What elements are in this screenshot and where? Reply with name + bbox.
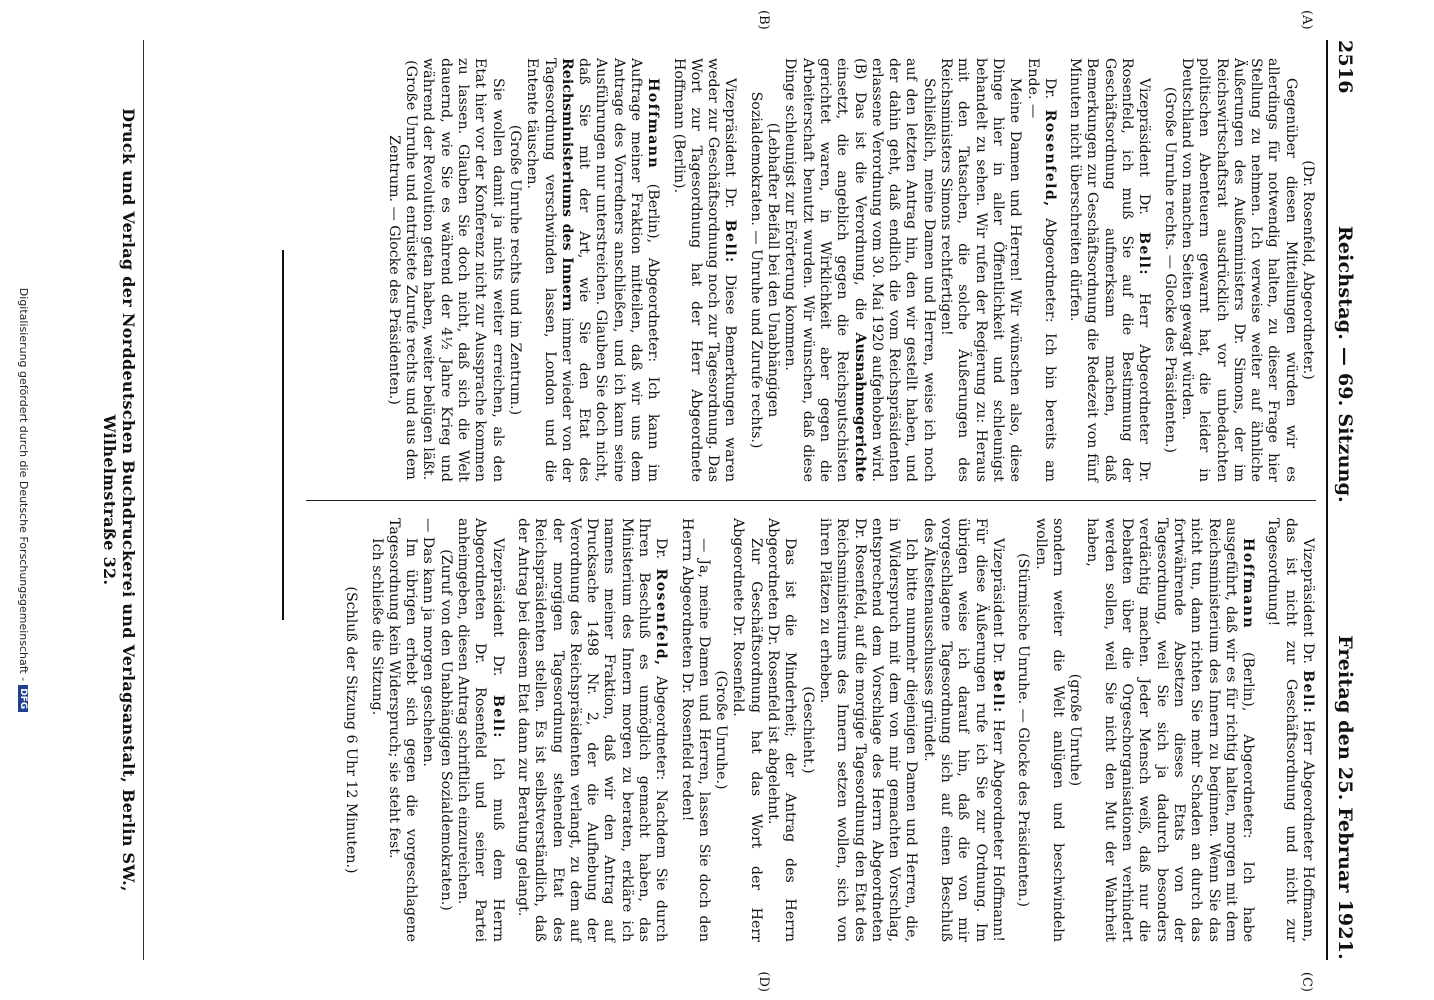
speaker-name: Hoffmann <box>645 78 662 170</box>
paragraph <box>523 58 661 482</box>
reaction: (Große Unruhe rechts. — Glocke des Präsidenten.) <box>1161 86 1178 454</box>
speaker-role: Dr. <box>1041 78 1058 100</box>
paragraph: Ich schließe die Sitzung. <box>368 538 385 716</box>
speech-text: Abgeordneter: Ich bin bereits am Ende. — <box>1024 58 1058 482</box>
speaker-name: Bell: <box>1136 231 1153 276</box>
reaction: (Große Unruhe rechts und im Zentrum.) <box>506 124 523 416</box>
paragraph <box>1023 58 1058 482</box>
session-end: (Schluß der Sitzung 6 Uhr 12 Minuten.) <box>343 586 360 874</box>
digitization-note <box>17 0 30 1000</box>
paragraph <box>514 518 670 942</box>
speaker-name: Bell: <box>489 694 506 739</box>
paragraph: Ich bitte nunmehr diejenigen Damen und Herren, die, in Widerspruch mit dem von mir gemachten Vorschlag, entsprechend dem Vorschlage des Herrn Abgeordneten Dr. Rosenfeld, auf die morgige Tagesordnung den Etat des Reichsministeriums des Innern setzen wollen, sich von ihren Plätzen zu erheben. <box>816 518 920 942</box>
speaker-role: Vizepräsident Dr. <box>989 538 1006 664</box>
speech-text: Ich muß dem Herrn Abgeordneten Dr. Rosenfeld und seiner Partei anheimgeben, diesen Antrag schriftlich einzureichen. <box>455 518 506 942</box>
speaker-role: Vizepräsident Dr. <box>489 538 506 677</box>
speaker-name: Bell: <box>989 669 1006 714</box>
speech-text: Schließlich, meine Damen und Herren, weise ich noch auf den letzten Antrag hin, den wir gestellt haben, und der dahin geht, daß endlich die vom Reichspräsidenten erlassene Verordnung vom 30. Mai 1920 aufgehoben wird. (B) Das ist die Verordnung, die <box>851 58 937 482</box>
reaction: (Stürmische Unruhe. — Glocke des Präsidenten.) <box>1015 552 1032 908</box>
speaker-continued: (Dr. Rosenfeld, Abgeordneter.) <box>1300 160 1316 380</box>
header-rule <box>1326 40 1328 960</box>
speech-text: Abgeordneter: Nachdem Sie durch Ihren Beschluß es unmöglich gemacht haben, das Ministerium des Innern morgen zu beraten, erkläre ich namens meiner Fraktion, daß wir den Antrag auf Drucksache 1498 Nr. 2, der die Aufhebung der Verordnung des Reichspräsidenten verlangt, zu dem auf der morgigen Tagesordnung stehenden Etat des Reichspräsidenten stellen. Es ist selbstverständlich, daß der Antrag bei diesem Etat dann zur Beratung gelangt. <box>514 518 670 943</box>
speaker-name: Bell: <box>1300 670 1316 715</box>
speaker-role: Vizepräsident Dr. <box>722 78 739 209</box>
paragraph <box>919 518 1005 942</box>
paragraph <box>1083 518 1256 942</box>
speaker-role: Vizepräsident Dr. <box>1300 538 1316 665</box>
emphasis: Reichsministeriums des Innern <box>558 58 575 312</box>
margin-label-a: (A) <box>1299 10 1314 30</box>
reaction: (Große Unruhe und entrüstete Zurufe rechts und aus dem Zentrum. — Glocke des Präsidenten.) <box>385 60 420 480</box>
imprint-rule <box>143 40 144 960</box>
session-date: Freitag den 25. Februar 1921. <box>1334 635 1356 960</box>
right-column <box>306 500 1316 960</box>
emphasis: Ausnahmegerichte <box>851 332 868 482</box>
margin-label-b: (B) <box>756 10 771 30</box>
reaction: (Lebhafter Beifall bei den Unabhängigen Sozialdemokraten. — Unruhe und Zurufe rechts.) <box>747 91 782 449</box>
paragraph <box>1264 518 1316 942</box>
page-number: 2516 <box>1334 40 1356 94</box>
speaker-name: Hoffmann <box>1240 538 1257 630</box>
imprint: Druck und Verlag der Norddeutschen Buchdruckerei und Verlagsanstalt, Berlin SW., Wilhelmstraße 32. <box>100 108 138 892</box>
speaker-role: Dr. <box>653 538 670 560</box>
speech-text: einsetzt, die angeblich gegen die Reichsputschisten gerichtet waren, in Wirklichkeit aber gegen die Arbeiterschaft benutzt wurden. Wir wünschen, daß diese Dinge schleunigst zur Erörterung kommen. <box>782 58 851 482</box>
speech-text: Diese Bemerkungen waren weder zur Geschäftsordnung noch zur Tagesordnung. Das Wort zur Tagesordnung hat der Herr Abgeordnete Hoffmann (Berlin). <box>670 58 739 482</box>
paragraph: — Das kann ja morgen geschehen. <box>420 518 437 767</box>
margin-label-c: (C) <box>1299 971 1314 992</box>
speech-text: (Berlin), Abgeordneter: Ich kann im Auftrage meiner Fraktion mitteilen, daß wir uns dem Antrage des Vorredners anschließen, und ich kann seine Ausführungen nur unterstreichen. Glauben Sie doch nicht, daß Sie mit der Art, wie Sie den Etat des <box>576 58 662 482</box>
paragraph: Zur Geschäftsordnung hat das Wort der Herr Abgeordnete Dr. Rosenfeld. <box>730 518 764 942</box>
paragraph <box>669 58 738 482</box>
reaction: (große Unruhe) <box>1067 673 1084 787</box>
text-columns <box>306 10 1316 992</box>
speaker-role: Vizepräsident Dr. <box>1136 78 1153 215</box>
paragraph: Sie wollen damit ja nichts weiter erreichen, als den Etat hier vor der Konferenz nicht zur Aussprache kommen zu lassen. Glauben Sie doch nicht, daß sich die Welt dauernd, wie Sie es während der 4½ Jahre Krieg und während der Revolution getan haben, weiter belügen läßt. <box>420 58 506 482</box>
speaker-name: Rosenfeld, <box>1041 109 1058 208</box>
reaction: (Geschieht.) <box>799 686 816 774</box>
speech-text: Herr Abgeordneter Hoffmann, das ist nicht zur Geschäftsordnung und nicht zur Tagesordnung! <box>1265 518 1316 943</box>
section-rule <box>282 250 284 620</box>
paragraph: Das ist die Minderheit; der Antrag des Herrn Abgeordneten Dr. Rosenfeld ist abgelehnt. <box>765 518 799 942</box>
reaction: (Große Unruhe.) <box>713 670 730 790</box>
paragraph: Im übrigen erhebt sich gegen die vorgeschlagene Tagesordnung kein Widerspruch; sie steht fest. <box>385 518 420 942</box>
page-title: Reichstag. — 69. Sitzung. <box>1334 225 1356 503</box>
speech-text: (Berlin), Abgeordneter: Ich habe ausgeführt, daß wir es für richtig halten, morgen mit dem Reichsministerium des Innern zu beginnen. Wenn Sie das nicht tun, dann richten Sie mehr Schaden an durch das fortwährende Absetzen dieses Etats von der Tagesordnung, weil Sie sich ja dadurch besonders verdächtig machen. Jeder Mensch weiß, daß nur die Debatten über die Orgeschorganisationen verhindert werden sollen, weil Sie nicht den Mut der Wahrheit haben, <box>1084 518 1257 943</box>
digitization-text: Digitalisierung gefördert durch die Deutsche Forschungsgemeinschaft - <box>17 287 30 682</box>
column-divider <box>306 500 1316 501</box>
margin-label-d: (D) <box>756 971 771 992</box>
speaker-name: Rosenfeld, <box>653 568 670 667</box>
paragraph: Meine Damen und Herren! Wir wünschen also, diese Dinge hier in aller Öffentlichkeit und schleunigst behandelt zu sehen. Wir rufen der Regierung zu: Heraus mit den Tatsachen, die solche Äußerungen des Reichsministers Simons rechtfertigen! <box>938 58 1024 482</box>
speech-text: immer wieder von der Tagesordnung verschwinden lassen, London und die Entente täuschen. <box>524 58 575 482</box>
paragraph <box>1066 58 1152 482</box>
speaker-name: Bell: <box>722 219 739 264</box>
page-header <box>1334 40 1356 960</box>
left-column <box>306 40 1316 500</box>
speech-text: Herr Abgeordneter Hoffmann! Für diese Äußerungen rufe ich Sie zur Ordnung. Im übrigen weise ich darauf hin, daß die von mir vorgeschlagene Tagesordnung sich auf einen Beschluß des Ältestenausschusses gründet. <box>920 518 1006 942</box>
paragraph: sondern weiter die Welt anlügen und beschwindeln wollen. <box>1032 518 1066 942</box>
paragraph: — Ja, meine Damen und Herren, lassen Sie doch den Herrn Abgeordneten Dr. Rosenfeld reden! <box>678 518 712 942</box>
paragraph <box>781 58 937 482</box>
paragraph: Gegenüber diesen Mitteilungen würden wir es allerdings für notwendig halten, zu dieser Frage hier Stellung zu nehmen. Ich verweise weiter auf ähnliche Äußerungen des Außenministers Dr. Simons, der im Reichswirtschaftsrat ausdrücklich vor unbedachten politischen Abenteuern gewarnt hat, die leider in Deutschland von manchen Seiten gewagt würden. <box>1178 58 1299 482</box>
reaction: (Zuruf von den Unabhängigen Sozialdemokraten.) <box>437 549 454 911</box>
paragraph <box>454 518 506 942</box>
dfg-logo: DFG <box>18 685 28 712</box>
speech-text: Herr Abgeordneter Dr. Rosenfeld, ich muß Sie auf die Bestimmung der Geschäftsordnung aufmerksam machen, daß Bemerkungen zur Geschäftsordnung die Redezeit von fünf Minuten nicht überschreiten dürfen. <box>1067 58 1153 482</box>
